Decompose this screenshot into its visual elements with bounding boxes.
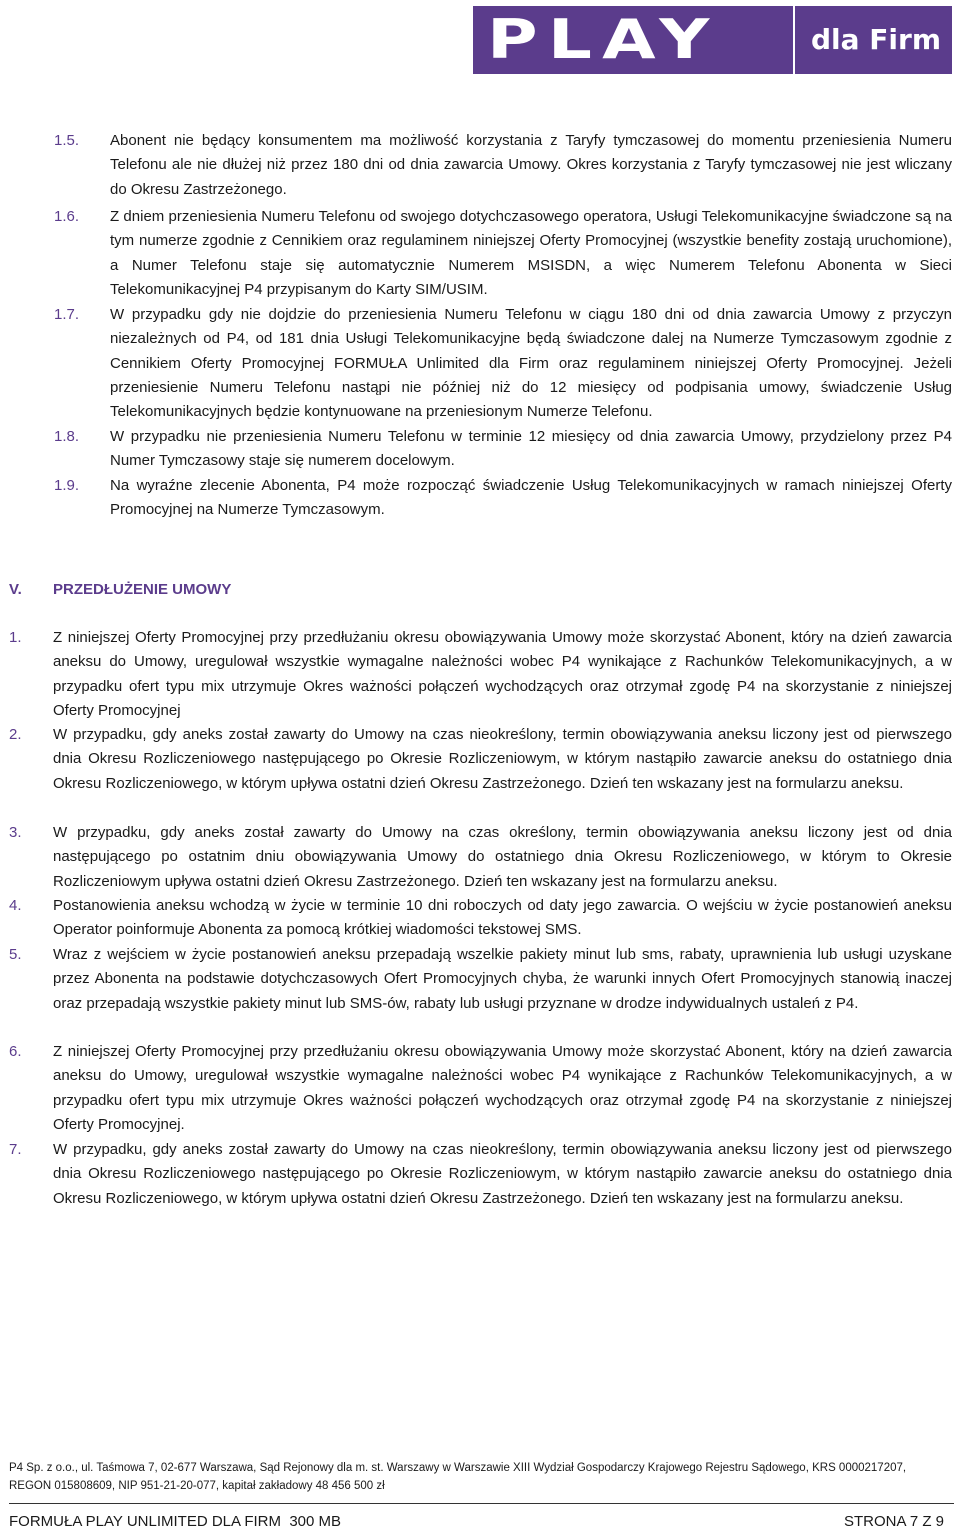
section-heading-number: V. — [9, 581, 22, 598]
footer-document-title: FORMUŁA PLAY UNLIMITED DLA FIRM 300 MB — [9, 1513, 342, 1530]
clause-number: 7. — [9, 1141, 22, 1158]
clause-number: 1.8. — [54, 428, 80, 445]
clause-number: 4. — [9, 897, 22, 914]
clause-number: 3. — [9, 824, 22, 841]
footer-address-line: P4 Sp. z o.o., ul. Taśmowa 7, 02-677 Warszawa, Sąd Rejonowy dla m. st. Warszawy w Warszawie XIII Wydział Gospodarczy Krajowego Rejestru Sądowego, KRS 0000217207, — [9, 1462, 907, 1474]
clause-text: W przypadku, gdy aneks został zawarty do Umowy na czas określony, termin obowiązywania aneksu liczony jest od dnia następującego po ostatnim dniu obowiązywania Umowy do ostatniego dnia Okresu Rozliczeniowego, w którym to Okresie Rozliczeniowym upływa ostatni dzień Okresu Zastrzeżonego. Dzień ten wskazany jest na formularzu aneksu. — [53, 824, 952, 890]
section-heading-title: PRZEDŁUŻENIE UMOWY — [53, 581, 232, 598]
footer-address-line: REGON 015808609, NIP 951-21-20-077, kapitał zakładowy 48 456 500 zł — [9, 1480, 385, 1492]
clause-text: W przypadku gdy nie dojdzie do przeniesienia Numeru Telefonu w ciągu 180 dni od dnia zawarcia Umowy z przyczyn niezależnych od P4, od 181 dnia Usługi Telekomunikacyjne będą świadczone dalej na Numerze Tymczasowym zgodnie z Cennikiem Oferty Promocyjnej FORMUŁA Unlimited dla Firm oraz regulaminem niniejszej Oferty Promocyjnej. Jeżeli przeniesienie Numeru Telefonu nastąpi nie później niż do 12 miesięcy od podpisania umowy, świadczenie Usług Telekomunikacyjnych będzie kontynuowane na przeniesionym Numerze Telefonu. — [110, 306, 952, 421]
footer-divider — [9, 1503, 954, 1504]
clause-number: 1.9. — [54, 477, 80, 494]
clause-text: Postanowienia aneksu wchodzą w życie w terminie 10 dni roboczych od daty jego zawarcia. O wejściu w życie postanowień aneksu Operator poinformuje Abonenta za pomocą krótkiej wiadomości tekstowej SMS. — [53, 897, 952, 939]
clause-number: 1. — [9, 629, 22, 646]
footer-bar — [9, 1512, 944, 1532]
clause-text: Z niniejszej Oferty Promocyjnej przy przedłużaniu okresu obowiązywania Umowy może skorzystać Abonent, który na dzień zawarcia aneksu do Umowy, uregulował wszystkie wymagalne należności wobec P4 wynikające z Rachunków Telekomunikacyjnych, a w przypadku ofert typu mix utrzymuje Okres ważności połączeń wychodzących oraz otrzymał zgodę P4 na skorzystanie z niniejszej Oferty Promocyjnej. — [53, 1043, 952, 1133]
clause-number: 6. — [9, 1043, 22, 1060]
clause-text: Wraz z wejściem w życie postanowień aneksu przepadają wszelkie pakiety minut lub sms, rabaty, uprawnienia lub usługi uzyskane przez Abonenta na podstawie dotychczasowych Ofert Promocyjnych chyba, że warunki innych Ofert Promocyjnych stanowią inaczej oraz przepadają wszystkie pakiety minut lub SMS-ów, rabaty lub usługi przyznane w drodze indywidualnych ustaleń z P4. — [53, 946, 952, 1012]
clause-number: 1.7. — [54, 306, 80, 323]
clause-text: Z dniem przeniesienia Numeru Telefonu od swojego dotychczasowego operatora, Usługi Telekomunikacyjne świadczone są na tym numerze zgodnie z Cennikiem oraz regulaminem niniejszej Oferty Promocyjnej (wszystkie benefity zostają uruchomione), a Numer Telefonu staje się automatycznie Numerem MSISDN, a więc Numerem Telefonu Abonenta w Sieci Telekomunikacyjnej P4 przypisanym do Karty SIM/USIM. — [110, 208, 952, 298]
play-logo — [473, 6, 952, 74]
clause-number: 5. — [9, 946, 22, 963]
footer-page-number: STRONA 7 Z 9 — [843, 1513, 944, 1530]
clause-number: 1.5. — [54, 132, 80, 149]
clause-text: Abonent nie będący konsumentem ma możliwość korzystania z Taryfy tymczasowej do momentu przeniesienia Numeru Telefonu ale nie dłużej niż przez 180 dni od dnia zawarcia Umowy. Okres korzystania z Taryfy tymczasowej nie jest wliczany do Okresu Zastrzeżonego. — [110, 132, 952, 198]
clause-text: W przypadku nie przeniesienia Numeru Telefonu w terminie 12 miesięcy od dnia zawarcia Umowy, przydzielony przez P4 Numer Tymczasowy staje się numerem docelowym. — [110, 428, 952, 470]
footer-company-info — [9, 1459, 954, 1495]
clause-text: W przypadku, gdy aneks został zawarty do Umowy na czas nieokreślony, termin obowiązywania aneksu liczony jest od pierwszego dnia Okresu Rozliczeniowego następującego po Okresie Rozliczeniowym, w którym nastąpiło zawarcie aneksu do ostatniego dnia Okresu Rozliczeniowego, w którym upływa ostatni dzień Okresu Zastrzeżonego. Dzień ten wskazany jest na formularzu aneksu. — [53, 1141, 952, 1207]
clause-number: 2. — [9, 726, 22, 743]
logo-divider — [793, 6, 795, 74]
clause-number: 1.6. — [54, 208, 80, 225]
logo-brand: PLAY — [487, 8, 720, 71]
section-heading — [9, 578, 231, 602]
clause-text: Na wyraźne zlecenie Abonenta, P4 może rozpocząć świadczenie Usług Telekomunikacyjnych w ramach niniejszej Oferty Promocyjnej na Numerze Tymczasowym. — [110, 477, 952, 519]
clause-text: Z niniejszej Oferty Promocyjnej przy przedłużaniu okresu obowiązywania Umowy może skorzystać Abonent, który na dzień zawarcia aneksu do Umowy, uregulował wszystkie wymagalne należności wobec P4 wynikające z Rachunków Telekomunikacyjnych, a w przypadku ofert typu mix utrzymuje Okres ważności połączeń wychodzących oraz otrzymał zgodę P4 na skorzystanie z niniejszej Oferty Promocyjnej — [53, 629, 952, 719]
clause-text: W przypadku, gdy aneks został zawarty do Umowy na czas nieokreślony, termin obowiązywania aneksu liczony jest od pierwszego dnia Okresu Rozliczeniowego następującego po Okresie Rozliczeniowym, w którym nastąpiło zawarcie aneksu do ostatniego dnia Okresu Rozliczeniowego, w którym upływa ostatni dzień Okresu Zastrzeżonego. Dzień ten wskazany jest na formularzu aneksu. — [53, 726, 952, 792]
logo-suffix: dla Firm — [811, 23, 941, 56]
